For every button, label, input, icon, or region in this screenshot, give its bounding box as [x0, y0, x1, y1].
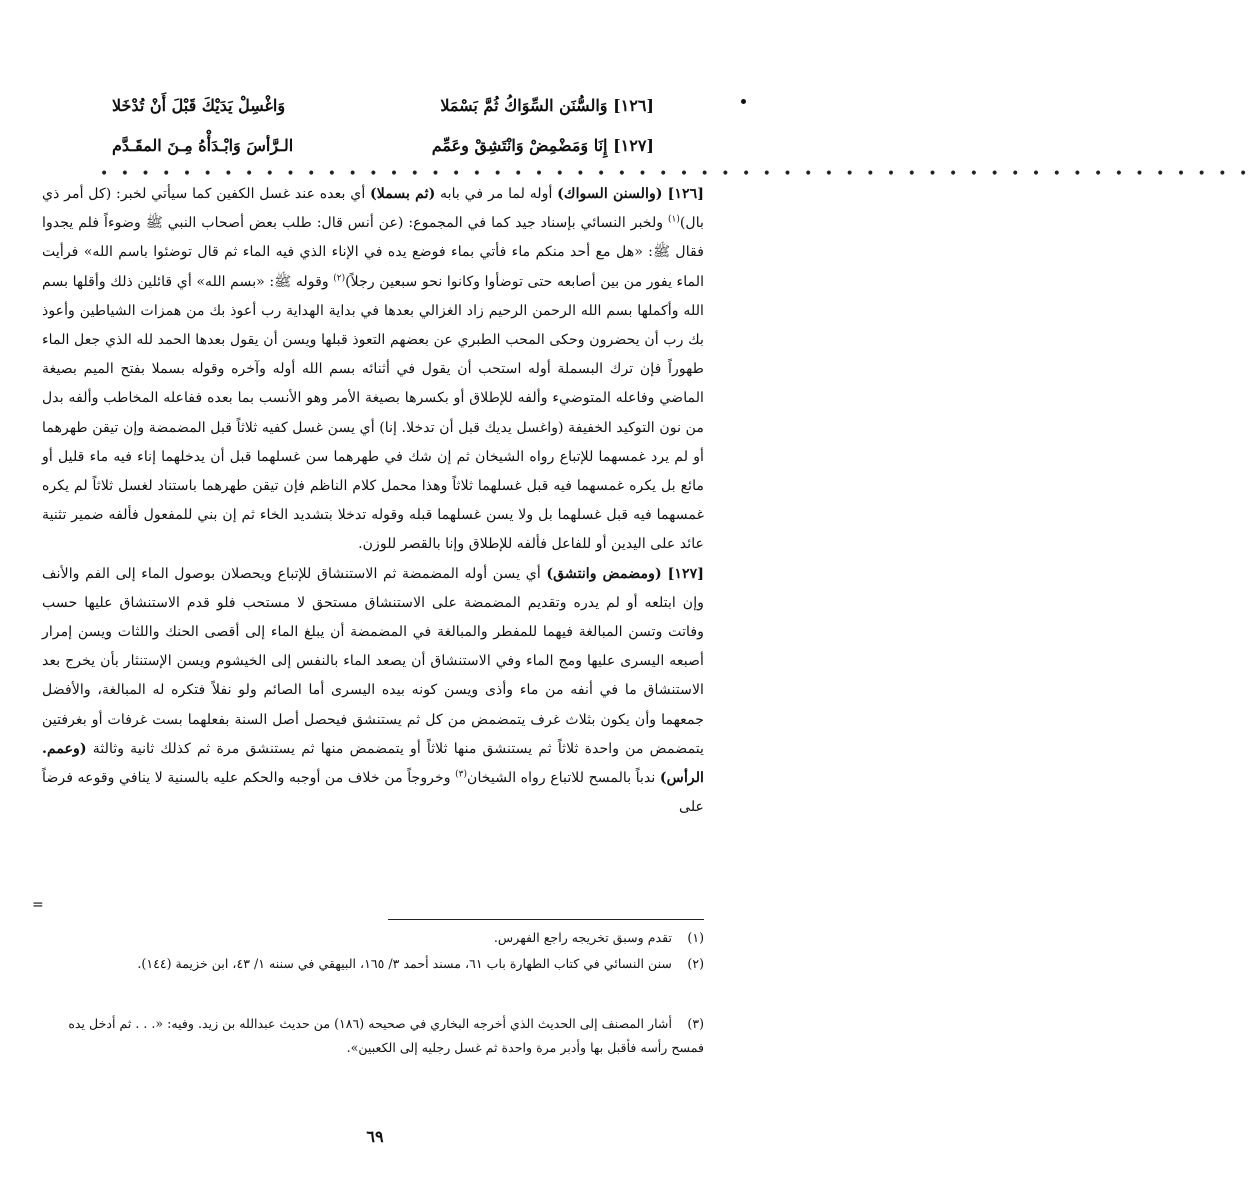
- commentary-paragraph-127: [42, 560, 704, 823]
- commentary-body: [42, 180, 704, 822]
- verse-2-first-hemistich: [432, 136, 654, 155]
- verse-1-second-hemistich: وَاغْسِلْ يَدَيْكَ قَبْلَ أَنْ تُدْخَلا: [112, 96, 286, 115]
- commentary-paragraph-126: [42, 180, 704, 560]
- paragraph-127-text-c: وخروجاً من خلاف من أوجبه والحكم عليه بالسنية لا ينافي وقوعه فرضاً على: [42, 770, 704, 816]
- paragraph-126-bold-b: (ثم بسملا): [370, 186, 436, 202]
- verse-2-number: [١٢٧]: [613, 136, 654, 155]
- footnote-1: [42, 926, 704, 950]
- verse-2-right-text: إِنَا وَمَضْمِضْ وَانْتَشِقْ وعَمِّم: [431, 136, 608, 155]
- paragraph-126-text-d: وقوله ﷺ: «بسم الله» أي قائلين ذلك وأقلها بسم الله وأكملها بسم الله الرحمن الرحيم زاد الغزالي بعدها في بداية الهداية رب أعوذ بك من همزات الشياطين وأعوذ بك رب أن يحضرون وحكى المحب الطبري عن بعضهم التعوذ قبلها ويسن أن يقول بعدها الحمد لله الذي جعل الماء طهوراً فإن ترك البسملة أوله استحب أن يقول في أثنائه بسم الله أوله وآخره وقوله بسملا بفتح الميم بصيغة الماضي وفاعله المتوضيء وألفه للإطلاق أو بكسرها بصيغة الأمر وهو الأنسب بما بعده ففاعله المخاطب وألفه بدل من نون التوكيد الخفيفة (واغسل يديك قبل أن تدخلا. إنا) أي يسن غسل كفيه ثلاثاً قبل المضمضة وإن تيقن طهرهما أو لم يرد غمسهما للإتباع رواه الشيخان ثم إن شك في طهرهما سن غسلهما قبل أن يدخلهما إناء فيه ماء قليل أو مائع بل يكره غمسهما فيه قبل غسلهما ثلاثاً وهذا محمل كلام الناظم فإن تيقن طهرهما باستناد لغسل ثلاثاً لم يكره غمسهما فيه قبل غسلهما بل ولا يسن غسلهما قبله وقوله تدخلا بتشديد الخاء ثم إن بني للمفعول فألفه ضمير تثنية عائد على اليدين أو للفاعل فألفه للإطلاق وإنا بالقصر للوزن.: [42, 273, 704, 553]
- paragraph-126-lead: [١٢٦] (والسنن السواك): [557, 186, 704, 202]
- footnote-2-text: سنن النسائي في كتاب الطهارة باب ٦١، مسند أحمد ٣/ ١٦٥، البيهقي في سننه ١/ ٤٣، ابن خزيمة (١٤٤).: [137, 956, 672, 971]
- footnote-1-number: (١): [687, 930, 704, 945]
- paragraph-127-text-a: أي يسن أوله المضمضة ثم الاستنشاق للإتباع ويحصلان بوصول الماء إلى الفم والأنف وإن ابتلعه أو لم يدره وتقديم المضمضة على الاستنشاق مستحق لا مستحب فلو قدم الاستنشاق عليها حسب وفاتت وتسن المبالغة فيهما للمفطر والمبالغة في المضمضة أن يبلغ الماء إلى أقصى الحنك واللثات ويسن إمرار أصبعه اليسرى عليها ومج الماء وفي الاستنشاق أن يصعد الماء بالنفس إلى الخيشوم ويسن الإستنثار بأن يخرج بعد الاستنشاق ما في أنفه من ماء وأذى ويسن كونه بيده اليسرى أما الصائم ولو نفلاً فتكره له المبالغة، والأفضل جمعهما وأن يكون بثلاث غرف يتمضمض من كل ثم يستنشق فيحصل أصل السنة بفعلهما بست غرفات أو بغرفتين يتمضمض من واحدة ثلاثاً ثم يستنشق منها ثلاثاً أو يتمضمض منها ثم يستنشق مرة ثم كذلك ثانية وثالثة: [42, 565, 704, 757]
- paragraph-127-text-b: ندباً بالمسح للاتباع رواه الشيخان: [467, 770, 660, 787]
- footnote-3: [42, 1012, 704, 1060]
- footnote-ref-3[interactable]: (٣): [455, 769, 468, 780]
- paragraph-127-lead: [١٢٧] (ومضمض وانتشق): [546, 565, 704, 582]
- footnote-rule: [388, 919, 704, 920]
- verse-1-first-hemistich: [440, 96, 654, 115]
- verse-2-second-hemistich: الـرَّأسَ وَابْـدَأْهُ مِـنَ المقَـدَّم: [112, 136, 294, 155]
- footnote-1-text: تقدم وسبق تخريجه راجع الفهرس.: [493, 930, 672, 945]
- continuation-mark: =: [32, 897, 44, 913]
- paragraph-127-bold-b: (وعمم. الرأس): [42, 740, 704, 787]
- footnote-2-number: (٢): [687, 956, 704, 971]
- margin-bullet: [741, 99, 746, 104]
- footnote-3-text: أشار المصنف إلى الحديث الذي أخرجه البخاري في صحيحه (١٨٦) من حديث عبدالله بن زيد. وفيه: «. . . ثم أدخل يده فمسح رأسه فأقبل بها وأدبر مرة واحدة ثم غسل رجليه إلى الكعبين».: [68, 1016, 704, 1055]
- footnote-3-number: (٣): [687, 1016, 704, 1031]
- paragraph-126-text-c: ولخبر النسائي بإسناد جيد كما في المجموع: (عن أنس قال: طلب بعض أصحاب النبي ﷺ وضوءاً فلم يجدوا فقال ﷺ: «هل مع أحد منكم ماء فأتي بماء فوضع يده في الإناء الذي فيه الماء ثم قال توضئوا باسم الله» فرأيت الماء يفور من بين أصابعه حتى توضأوا وكانوا نحو سبعين رجلاً): [42, 215, 705, 290]
- verse-1-right-text: وَالسُّنَن السِّوَاكُ ثُمَّ بَسْمَلا: [440, 96, 608, 115]
- paragraph-126-text-a: أوله لما مر في بابه: [435, 186, 558, 202]
- footnote-2: [42, 952, 704, 976]
- footnote-ref-2[interactable]: (٢): [333, 272, 346, 283]
- page-number: ٦٩: [366, 1127, 384, 1146]
- footnote-ref-1[interactable]: (١): [668, 214, 680, 225]
- dotted-separator: • • • • • • • • • • • • • • • • • • • • • • • • • • • • • • • • • • • • • • • • • • • • • • • • • • • • • • • •: [100, 166, 1251, 182]
- paragraph-126-text-b: أي بعده عند غسل الكفين كما سيأتي لخبر: (كل أمر ذي بال): [42, 186, 704, 232]
- verse-1-number: [١٢٦]: [613, 96, 654, 115]
